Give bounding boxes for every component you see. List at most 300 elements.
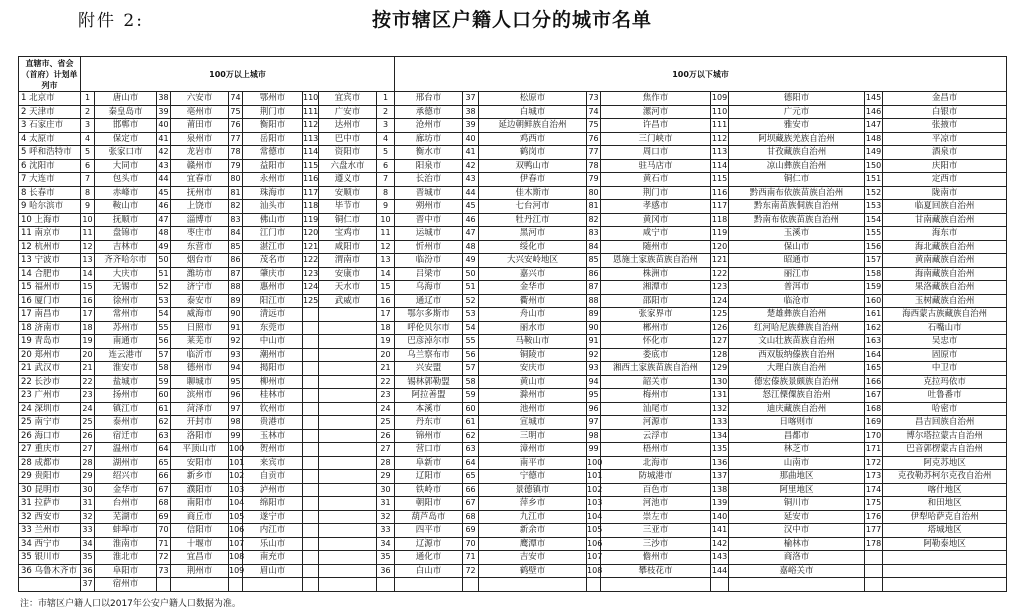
- row-number-cell: 3: [377, 119, 395, 133]
- city-cell: 德宏傣族景颇族自治州: [729, 375, 865, 389]
- city-cell: 驻马店市: [601, 159, 711, 173]
- row-number-cell: 53: [463, 308, 479, 322]
- row-number-cell: 20: [81, 348, 95, 362]
- city-cell: 淄博市: [171, 213, 229, 227]
- city-cell: 烟台市: [171, 254, 229, 268]
- row-number-cell: 158: [865, 267, 883, 281]
- row-number-cell: 29: [81, 470, 95, 484]
- row-number-cell: 103: [587, 497, 601, 511]
- city-cell: 巴音郭楞蒙古自治州: [883, 443, 1007, 457]
- footnote: 注：市辖区户籍人口以2017年公安户籍人口数据为准。: [20, 599, 241, 609]
- row-number-cell: 28: [81, 456, 95, 470]
- city-cell: 怀化市: [601, 335, 711, 349]
- row-number-cell: 157: [865, 254, 883, 268]
- row-number-cell: 106: [229, 524, 243, 538]
- city-cell: 新余市: [479, 524, 587, 538]
- row-number-cell: 25: [81, 416, 95, 430]
- city-cell: 淮安市: [95, 362, 157, 376]
- row-number-cell: 5: [377, 146, 395, 160]
- city-cell: 克拉玛依市: [883, 375, 1007, 389]
- city-cell: 安康市: [319, 267, 377, 281]
- row-number-cell: 89: [587, 308, 601, 322]
- row-number-cell: 120: [711, 240, 729, 254]
- row-number-cell: 135: [711, 443, 729, 457]
- row-number-cell: 133: [711, 416, 729, 430]
- city-cell: 金昌市: [883, 92, 1007, 106]
- row-number-cell: 126: [711, 321, 729, 335]
- city-cell: 随州市: [601, 240, 711, 254]
- row-number-cell: 78: [587, 159, 601, 173]
- row-number-cell: 165: [865, 362, 883, 376]
- city-cell: 周口市: [601, 146, 711, 160]
- capital-city-cell: 35 银川市: [19, 551, 81, 565]
- capital-city-cell: 17 南昌市: [19, 308, 81, 322]
- city-cell: 阿勒泰地区: [883, 537, 1007, 551]
- city-cell: 中卫市: [883, 362, 1007, 376]
- city-cell: [319, 402, 377, 416]
- capital-city-cell: 19 青岛市: [19, 335, 81, 349]
- row-number-cell: 24: [377, 402, 395, 416]
- city-cell: 佳木斯市: [479, 186, 587, 200]
- row-number-cell: 104: [587, 510, 601, 524]
- row-number-cell: 9: [81, 200, 95, 214]
- row-number-cell: 168: [865, 402, 883, 416]
- row-number-cell: 113: [711, 146, 729, 160]
- row-number-cell: 28: [377, 456, 395, 470]
- city-cell: 萍乡市: [479, 497, 587, 511]
- row-number-cell: 44: [157, 173, 171, 187]
- row-number-cell: 113: [303, 132, 319, 146]
- row-number-cell: 68: [463, 510, 479, 524]
- row-number-cell: 139: [711, 497, 729, 511]
- city-cell: 珠海市: [243, 186, 303, 200]
- row-number-cell: 94: [229, 362, 243, 376]
- city-cell: 大理白族自治州: [729, 362, 865, 376]
- capital-city-cell: 1 北京市: [19, 92, 81, 106]
- city-cell: [319, 389, 377, 403]
- row-number-cell: [303, 443, 319, 457]
- row-number-cell: 177: [865, 524, 883, 538]
- row-number-cell: 64: [157, 443, 171, 457]
- row-number-cell: 16: [81, 294, 95, 308]
- row-number-cell: 116: [303, 173, 319, 187]
- row-number-cell: 52: [157, 281, 171, 295]
- city-cell: 白城市: [479, 105, 587, 119]
- city-cell: 宿迁市: [95, 429, 157, 443]
- table-row: [19, 267, 1007, 281]
- table-row: [19, 240, 1007, 254]
- city-cell: 无锡市: [95, 281, 157, 295]
- city-cell: 保定市: [95, 132, 157, 146]
- row-number-cell: [303, 470, 319, 484]
- city-cell: 和田地区: [883, 497, 1007, 511]
- city-cell: 迪庆藏族自治州: [729, 402, 865, 416]
- row-number-cell: [303, 402, 319, 416]
- row-number-cell: 101: [229, 456, 243, 470]
- row-number-cell: 170: [865, 429, 883, 443]
- city-cell: 秦皇岛市: [95, 105, 157, 119]
- city-cell: 晋城市: [395, 186, 463, 200]
- city-cell: 邢台市: [395, 92, 463, 106]
- city-cell: 安阳市: [171, 456, 229, 470]
- row-number-cell: 174: [865, 483, 883, 497]
- city-cell: 阿拉善盟: [395, 389, 463, 403]
- row-number-cell: 48: [157, 227, 171, 241]
- row-number-cell: 57: [463, 362, 479, 376]
- row-number-cell: [303, 537, 319, 551]
- city-cell: 赣州市: [171, 159, 229, 173]
- row-number-cell: 101: [587, 470, 601, 484]
- row-number-cell: 132: [711, 402, 729, 416]
- city-cell: 舟山市: [479, 308, 587, 322]
- city-cell: 聊城市: [171, 375, 229, 389]
- city-cell: 黑河市: [479, 227, 587, 241]
- row-number-cell: 11: [377, 227, 395, 241]
- row-number-cell: 76: [229, 119, 243, 133]
- city-cell: 内江市: [243, 524, 303, 538]
- city-cell: 铜陵市: [479, 348, 587, 362]
- row-number-cell: 147: [865, 119, 883, 133]
- row-number-cell: 109: [229, 564, 243, 578]
- row-number-cell: 67: [463, 497, 479, 511]
- row-number-cell: 160: [865, 294, 883, 308]
- row-number-cell: 59: [463, 389, 479, 403]
- row-number-cell: 86: [587, 267, 601, 281]
- city-cell: 阿克苏地区: [883, 456, 1007, 470]
- row-number-cell: 124: [303, 281, 319, 295]
- city-cell: [729, 578, 865, 592]
- row-number-cell: 44: [463, 186, 479, 200]
- row-number-cell: 55: [157, 321, 171, 335]
- capital-city-cell: 12 杭州市: [19, 240, 81, 254]
- city-cell: 眉山市: [243, 564, 303, 578]
- city-cell: 江门市: [243, 227, 303, 241]
- row-number-cell: 51: [463, 281, 479, 295]
- row-number-cell: 37: [463, 92, 479, 106]
- row-number-cell: 72: [157, 551, 171, 565]
- row-number-cell: 23: [377, 389, 395, 403]
- capital-city-cell: 31 拉萨市: [19, 497, 81, 511]
- row-number-cell: 42: [157, 146, 171, 160]
- row-number-cell: 92: [229, 335, 243, 349]
- city-cell: 开封市: [171, 416, 229, 430]
- city-cell: 吉安市: [479, 551, 587, 565]
- city-cell: 镇江市: [95, 402, 157, 416]
- table-row: [19, 159, 1007, 173]
- row-number-cell: 8: [81, 186, 95, 200]
- row-number-cell: 31: [81, 497, 95, 511]
- city-cell: [243, 578, 303, 592]
- row-number-cell: [303, 578, 319, 592]
- row-number-cell: 59: [157, 375, 171, 389]
- row-number-cell: 110: [711, 105, 729, 119]
- city-cell: 邵阳市: [601, 294, 711, 308]
- row-number-cell: 7: [377, 173, 395, 187]
- attachment-label: 附件 2:: [78, 11, 144, 31]
- table-row: [19, 348, 1007, 362]
- city-cell: 日照市: [171, 321, 229, 335]
- city-cell: [319, 456, 377, 470]
- table-row: [19, 497, 1007, 511]
- city-cell: 云浮市: [601, 429, 711, 443]
- table-row: [19, 132, 1007, 146]
- row-number-cell: 131: [711, 389, 729, 403]
- table-row: [19, 524, 1007, 538]
- row-number-cell: 171: [865, 443, 883, 457]
- row-number-cell: 111: [303, 105, 319, 119]
- row-number-cell: 173: [865, 470, 883, 484]
- row-number-cell: 37: [81, 578, 95, 592]
- city-cell: 伊犁哈萨克自治州: [883, 510, 1007, 524]
- row-number-cell: 32: [377, 510, 395, 524]
- capital-city-cell: 36 乌鲁木齐市: [19, 564, 81, 578]
- city-cell: 连云港市: [95, 348, 157, 362]
- row-number-cell: 105: [229, 510, 243, 524]
- row-number-cell: [377, 578, 395, 592]
- city-cell: 沧州市: [395, 119, 463, 133]
- row-number-cell: 83: [587, 227, 601, 241]
- city-cell: 武威市: [319, 294, 377, 308]
- city-cell: 玉树藏族自治州: [883, 294, 1007, 308]
- row-number-cell: 108: [229, 551, 243, 565]
- row-number-cell: [303, 510, 319, 524]
- city-cell: 博尔塔拉蒙古自治州: [883, 429, 1007, 443]
- row-number-cell: 40: [463, 132, 479, 146]
- row-number-cell: 56: [463, 348, 479, 362]
- row-number-cell: 11: [81, 227, 95, 241]
- row-number-cell: 84: [587, 240, 601, 254]
- row-number-cell: 55: [463, 335, 479, 349]
- city-cell: 阿坝藏族羌族自治州: [729, 132, 865, 146]
- city-cell: 昌都市: [729, 429, 865, 443]
- row-number-cell: 6: [377, 159, 395, 173]
- row-number-cell: 60: [463, 402, 479, 416]
- row-number-cell: 70: [463, 537, 479, 551]
- city-cell: 孝感市: [601, 200, 711, 214]
- city-cell: 张家口市: [95, 146, 157, 160]
- city-cell: 北海市: [601, 456, 711, 470]
- row-number-cell: 140: [711, 510, 729, 524]
- city-cell: 绍兴市: [95, 470, 157, 484]
- city-cell: 海西蒙古族藏族自治州: [883, 308, 1007, 322]
- row-number-cell: 109: [711, 92, 729, 106]
- city-cell: 阿里地区: [729, 483, 865, 497]
- row-number-cell: 127: [711, 335, 729, 349]
- city-cell: 阜阳市: [95, 564, 157, 578]
- city-cell: 咸宁市: [601, 227, 711, 241]
- row-number-cell: 24: [81, 402, 95, 416]
- row-number-cell: 100: [587, 456, 601, 470]
- city-cell: 营口市: [395, 443, 463, 457]
- city-cell: 黄南藏族自治州: [883, 254, 1007, 268]
- city-cell: 鸡西市: [479, 132, 587, 146]
- city-cell: 绥化市: [479, 240, 587, 254]
- row-number-cell: 150: [865, 159, 883, 173]
- city-cell: 酒泉市: [883, 146, 1007, 160]
- city-cell: 济宁市: [171, 281, 229, 295]
- city-cell: 三明市: [479, 429, 587, 443]
- table-row: [19, 578, 1007, 592]
- row-number-cell: 1: [377, 92, 395, 106]
- row-number-cell: 77: [587, 146, 601, 160]
- city-cell: 荆门市: [243, 105, 303, 119]
- city-cell: 衢州市: [479, 294, 587, 308]
- row-number-cell: 121: [711, 254, 729, 268]
- city-cell: 揭阳市: [243, 362, 303, 376]
- city-cell: 淮北市: [95, 551, 157, 565]
- city-cell: 鹤壁市: [479, 564, 587, 578]
- row-number-cell: 98: [229, 416, 243, 430]
- row-number-cell: 50: [157, 254, 171, 268]
- row-number-cell: 17: [81, 308, 95, 322]
- row-number-cell: 159: [865, 281, 883, 295]
- city-cell: 韶关市: [601, 375, 711, 389]
- row-number-cell: 62: [463, 429, 479, 443]
- row-number-cell: 110: [303, 92, 319, 106]
- table-row: [19, 92, 1007, 106]
- row-number-cell: 166: [865, 375, 883, 389]
- row-number-cell: 21: [377, 362, 395, 376]
- city-cell: [319, 483, 377, 497]
- row-number-cell: 148: [865, 132, 883, 146]
- city-cell: 文山壮族苗族自治州: [729, 335, 865, 349]
- capital-city-cell: 11 南京市: [19, 227, 81, 241]
- row-number-cell: 99: [587, 443, 601, 457]
- row-number-cell: 88: [229, 281, 243, 295]
- city-cell: 濮阳市: [171, 483, 229, 497]
- city-cell: 亳州市: [171, 105, 229, 119]
- city-cell: [319, 497, 377, 511]
- city-cell: 庆阳市: [883, 159, 1007, 173]
- row-number-cell: 45: [463, 200, 479, 214]
- row-number-cell: 91: [587, 335, 601, 349]
- city-cell: 台州市: [95, 497, 157, 511]
- city-cell: 商丘市: [171, 510, 229, 524]
- row-number-cell: 51: [157, 267, 171, 281]
- row-number-cell: 83: [229, 213, 243, 227]
- row-number-cell: 149: [865, 146, 883, 160]
- row-number-cell: 3: [81, 119, 95, 133]
- row-number-cell: 118: [303, 200, 319, 214]
- row-number-cell: [711, 578, 729, 592]
- table-row: [19, 443, 1007, 457]
- city-cell: 海东市: [883, 227, 1007, 241]
- header-capitals: 直辖市、省会（首府）计划单列市: [19, 57, 81, 92]
- city-cell: 清远市: [243, 308, 303, 322]
- city-cell: 黄山市: [479, 375, 587, 389]
- city-cell: 九江市: [479, 510, 587, 524]
- table-row: [19, 456, 1007, 470]
- city-cell: 临沂市: [171, 348, 229, 362]
- city-cell: 湖州市: [95, 456, 157, 470]
- row-number-cell: 73: [157, 564, 171, 578]
- capital-city-cell: [19, 578, 81, 592]
- city-cell: 宜昌市: [171, 551, 229, 565]
- city-cell: 延安市: [729, 510, 865, 524]
- row-number-cell: 1: [81, 92, 95, 106]
- row-number-cell: 10: [81, 213, 95, 227]
- city-cell: 延边朝鲜族自治州: [479, 119, 587, 133]
- row-number-cell: 73: [587, 92, 601, 106]
- row-number-cell: 130: [711, 375, 729, 389]
- city-cell: [319, 308, 377, 322]
- row-number-cell: 138: [711, 483, 729, 497]
- table-row: [19, 551, 1007, 565]
- table-row: [19, 537, 1007, 551]
- row-number-cell: 19: [377, 335, 395, 349]
- city-cell: 扬州市: [95, 389, 157, 403]
- row-number-cell: 9: [377, 200, 395, 214]
- row-number-cell: 78: [229, 146, 243, 160]
- city-cell: 泸州市: [243, 483, 303, 497]
- row-number-cell: [865, 564, 883, 578]
- row-number-cell: 38: [157, 92, 171, 106]
- city-cell: [319, 362, 377, 376]
- row-number-cell: 96: [587, 402, 601, 416]
- row-number-cell: 162: [865, 321, 883, 335]
- row-number-cell: 21: [81, 362, 95, 376]
- row-number-cell: 25: [377, 416, 395, 430]
- city-cell: [319, 416, 377, 430]
- city-cell: 保山市: [729, 240, 865, 254]
- city-cell: 塔城地区: [883, 524, 1007, 538]
- row-number-cell: 35: [81, 551, 95, 565]
- city-cell: 松原市: [479, 92, 587, 106]
- city-cell: 郴州市: [601, 321, 711, 335]
- row-number-cell: 26: [81, 429, 95, 443]
- city-cell: 枣庄市: [171, 227, 229, 241]
- row-number-cell: 53: [157, 294, 171, 308]
- city-cell: 承德市: [395, 105, 463, 119]
- row-number-cell: 91: [229, 321, 243, 335]
- city-cell: 鄂尔多斯市: [395, 308, 463, 322]
- row-number-cell: [303, 416, 319, 430]
- city-cell: 丹东市: [395, 416, 463, 430]
- city-cell: 山南市: [729, 456, 865, 470]
- row-number-cell: 107: [587, 551, 601, 565]
- city-cell: 雅安市: [729, 119, 865, 133]
- row-number-cell: 97: [229, 402, 243, 416]
- row-number-cell: 79: [229, 159, 243, 173]
- city-cell: 普洱市: [729, 281, 865, 295]
- row-number-cell: 65: [463, 470, 479, 484]
- city-cell: 泉州市: [171, 132, 229, 146]
- city-cell: 钦州市: [243, 402, 303, 416]
- city-cell: 红河哈尼族彝族自治州: [729, 321, 865, 335]
- city-cell: [319, 524, 377, 538]
- row-number-cell: 87: [587, 281, 601, 295]
- city-cell: 黄冈市: [601, 213, 711, 227]
- row-number-cell: 137: [711, 470, 729, 484]
- city-cell: 常德市: [243, 146, 303, 160]
- capital-city-cell: 18 济南市: [19, 321, 81, 335]
- city-cell: 潍坊市: [171, 267, 229, 281]
- row-number-cell: 125: [303, 294, 319, 308]
- row-number-cell: 93: [587, 362, 601, 376]
- city-cell: 德阳市: [729, 92, 865, 106]
- row-number-cell: 123: [711, 281, 729, 295]
- city-cell: 湛江市: [243, 240, 303, 254]
- row-number-cell: 95: [587, 389, 601, 403]
- city-cell: 汕尾市: [601, 402, 711, 416]
- city-cell: 衡水市: [395, 146, 463, 160]
- city-cell: 丽水市: [479, 321, 587, 335]
- city-cell: 果洛藏族自治州: [883, 281, 1007, 295]
- row-number-cell: 164: [865, 348, 883, 362]
- row-number-cell: 123: [303, 267, 319, 281]
- city-cell: 天水市: [319, 281, 377, 295]
- row-number-cell: 49: [463, 254, 479, 268]
